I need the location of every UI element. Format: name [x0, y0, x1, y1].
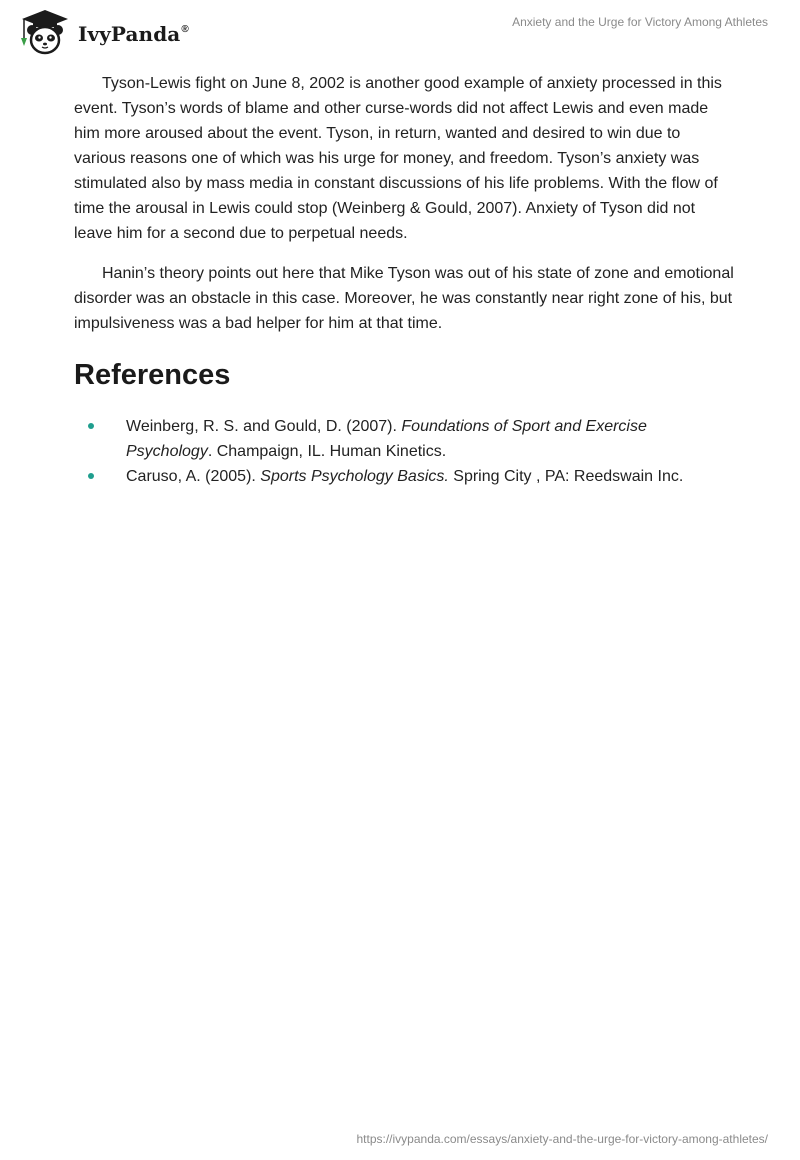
essay-content	[74, 71, 734, 489]
reference-authors: Weinberg, R. S. and Gould, D. (2007).	[126, 418, 402, 435]
reference-authors: Caruso, A. (2005).	[126, 468, 261, 485]
ivypanda-logo[interactable]	[16, 8, 189, 58]
reference-title: Sports Psychology Basics.	[260, 468, 449, 485]
body-paragraph: Hanin’s theory points out here that Mike Tyson was out of his state of zone and emotional disorder was an obstacle in this case. Moreover, he was constantly near right zone of his, but impulsiveness was a bad helper for him at that time.	[74, 265, 734, 332]
source-url-link[interactable]: https://ivypanda.com/essays/anxiety-and-the-urge-for-victory-among-athletes/	[356, 1132, 768, 1146]
references-list	[74, 414, 734, 489]
bullet-icon	[88, 473, 94, 479]
references-heading: References	[74, 359, 231, 391]
bullet-icon	[88, 423, 94, 429]
reference-publisher: Spring City , PA: Reedswain Inc.	[448, 468, 684, 485]
reference-item	[74, 464, 734, 489]
panda-graduate-icon	[16, 8, 74, 58]
document-title: Anxiety and the Urge for Victory Among Athletes	[512, 15, 768, 29]
reference-publisher: . Champaign, IL. Human Kinetics.	[207, 443, 447, 460]
body-paragraph: Tyson-Lewis fight on June 8, 2002 is another good example of anxiety processed in this event. Tyson’s words of blame and other curse-words did not affect Lewis and even made him more aroused about the event. Tyson, in return, wanted and desired to win due to various reasons one of which was his urge for money, and freedom. Tyson’s anxiety was stimulated also by mass media in constant discussions of his life problems. With the flow of time the arousal in Lewis could stop (Weinberg & Gould, 2007). Anxiety of Tyson did not leave him for a second due to perpetual needs.	[74, 75, 722, 242]
reference-item	[74, 414, 734, 464]
logo-wordmark: IvyPanda®	[78, 22, 189, 46]
page-header	[0, 0, 800, 62]
reference-title: Foundations of Sport and Exercise Psychology	[126, 418, 647, 460]
